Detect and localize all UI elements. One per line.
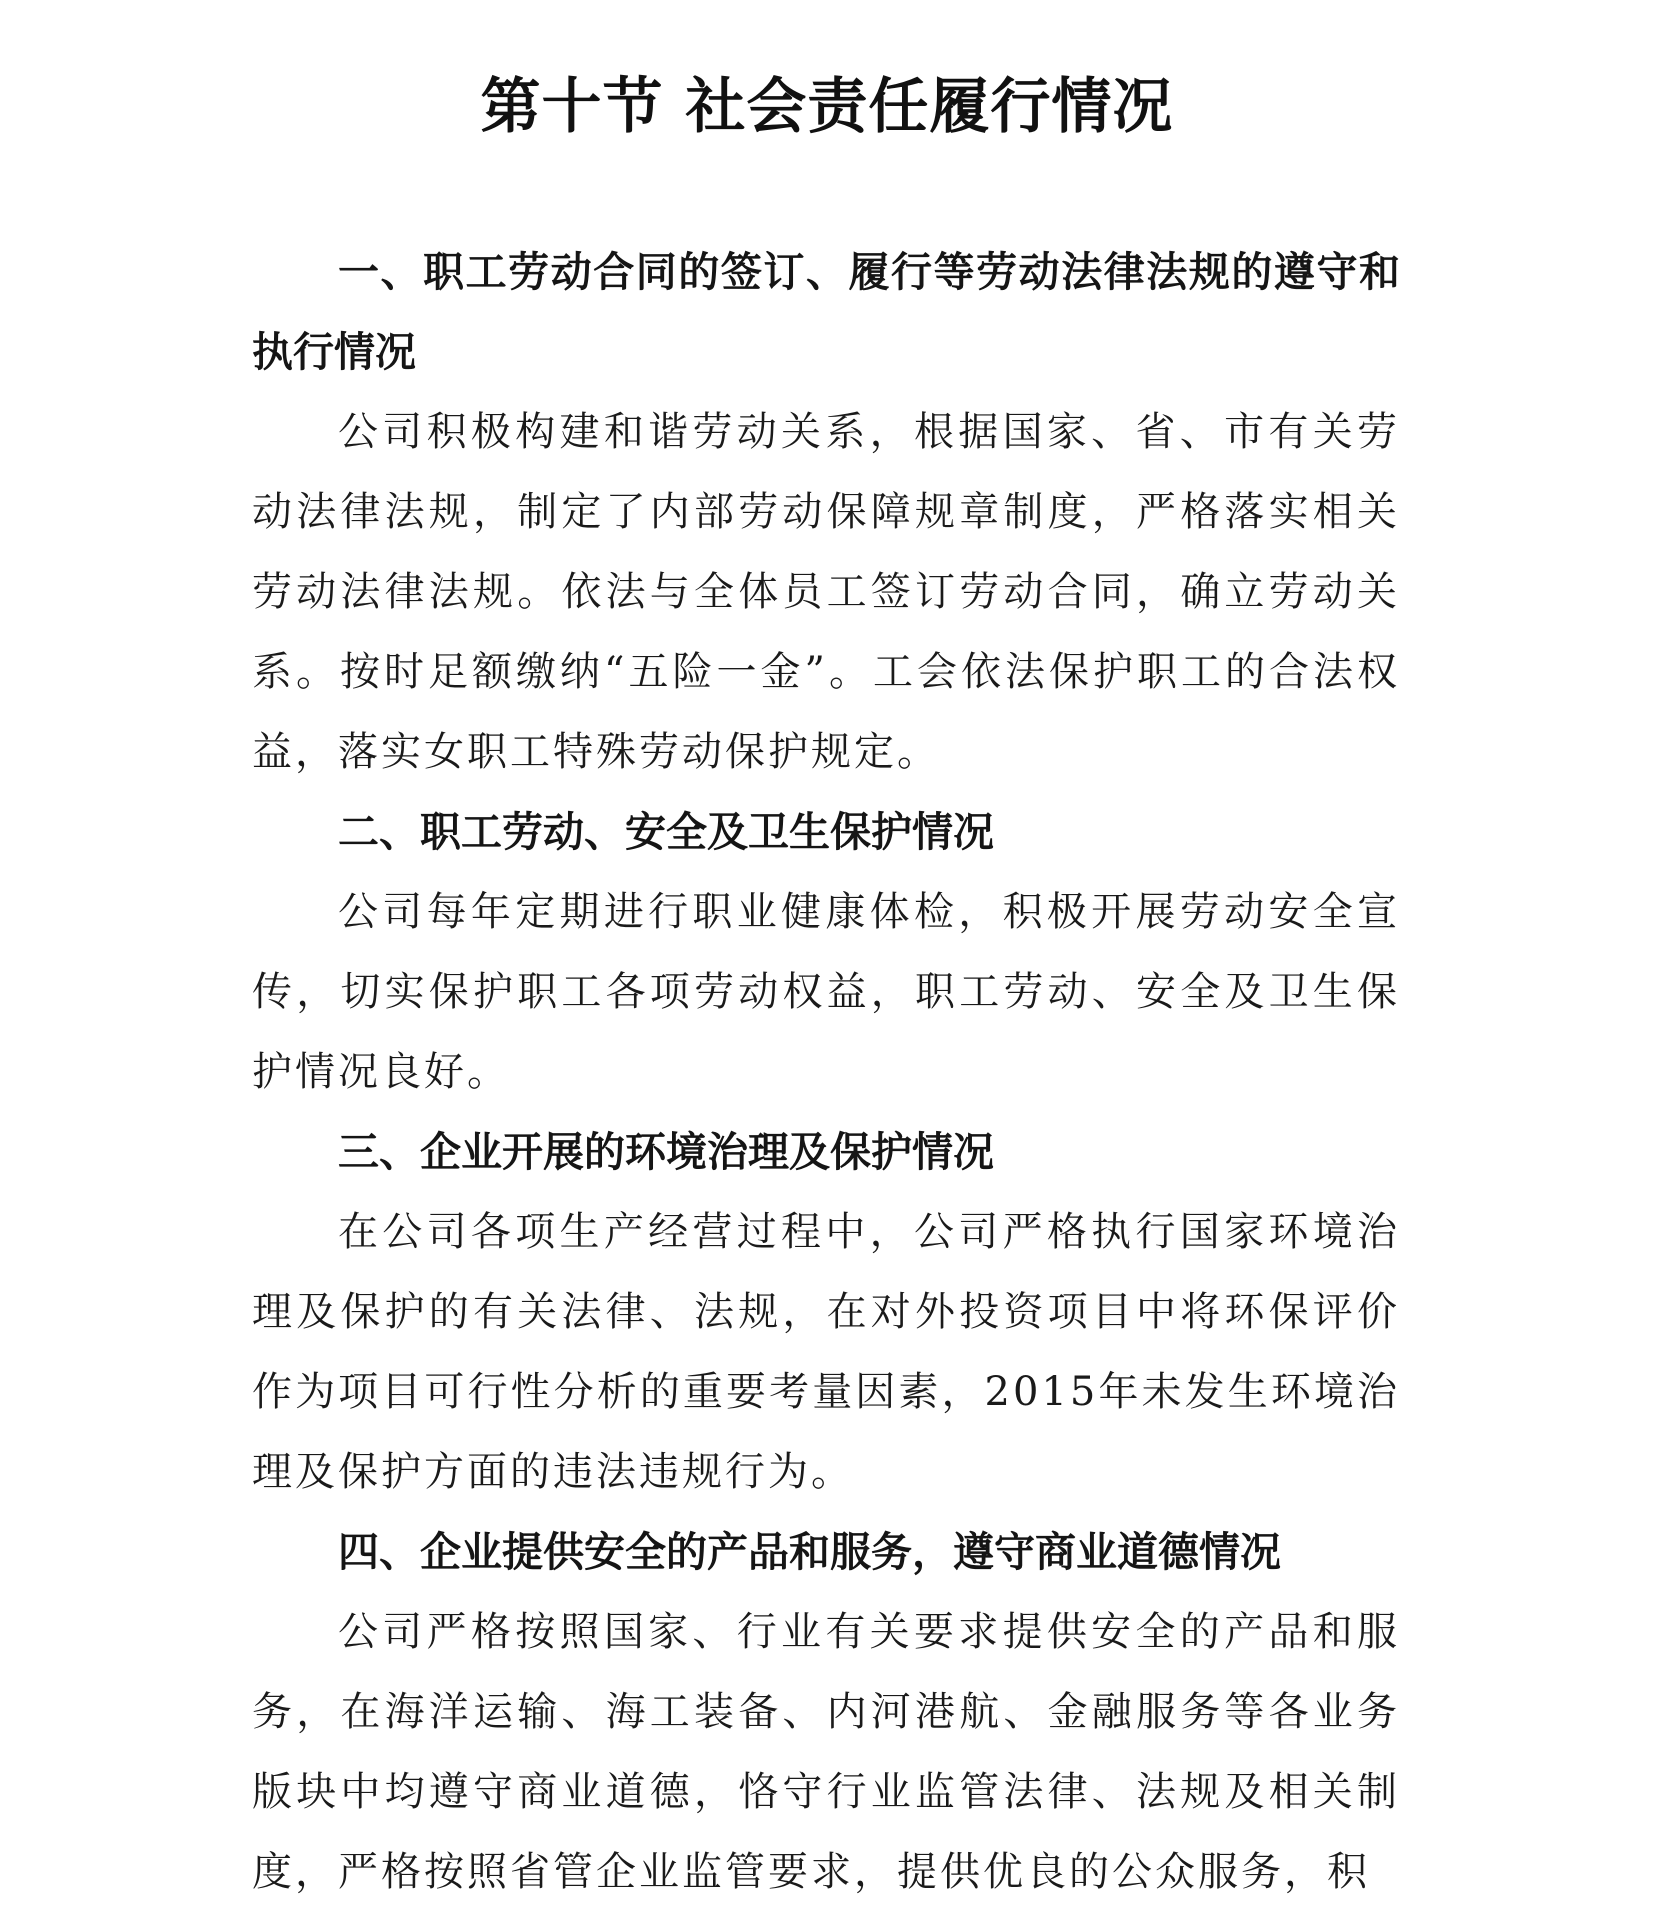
section-heading-3: 三、企业开展的环境治理及保护情况 bbox=[338, 1128, 994, 1176]
section-heading-1: 一、职工劳动合同的签订、履行等劳动法律法规的遵守和执行情况 bbox=[252, 248, 1400, 376]
section-heading-4: 四、企业提供安全的产品和服务，遵守商业道德情况 bbox=[338, 1528, 1281, 1576]
section-paragraph-4: 公司严格按照国家、行业有关要求提供安全的产品和服务，在海洋运输、海工装备、内河港航、金融服务等各业务版块中均遵守商业道德，恪守行业监管法律、法规及相关制度，严格按照省管企业监管要求，提供优良的公众服务，积 bbox=[252, 1609, 1400, 1895]
document-body bbox=[252, 232, 1400, 1912]
page-title: 第十节 社会责任履行情况 bbox=[480, 72, 1174, 142]
section-heading-2: 二、职工劳动、安全及卫生保护情况 bbox=[338, 808, 994, 856]
section-paragraph-2: 公司每年定期进行职业健康体检，积极开展劳动安全宣传，切实保护职工各项劳动权益，职工劳动、安全及卫生保护情况良好。 bbox=[252, 889, 1400, 1095]
section-paragraph-1: 公司积极构建和谐劳动关系，根据国家、省、市有关劳动法律法规，制定了内部劳动保障规章制度，严格落实相关劳动法律法规。依法与全体员工签订劳动合同，确立劳动关系。按时足额缴纳“五险一金”。工会依法保护职工的合法权益，落实女职工特殊劳动保护规定。 bbox=[252, 409, 1400, 775]
section-paragraph-3: 在公司各项生产经营过程中，公司严格执行国家环境治理及保护的有关法律、法规，在对外投资项目中将环保评价作为项目可行性分析的重要考量因素，2015年未发生环境治理及保护方面的违法违规行为。 bbox=[252, 1209, 1400, 1495]
